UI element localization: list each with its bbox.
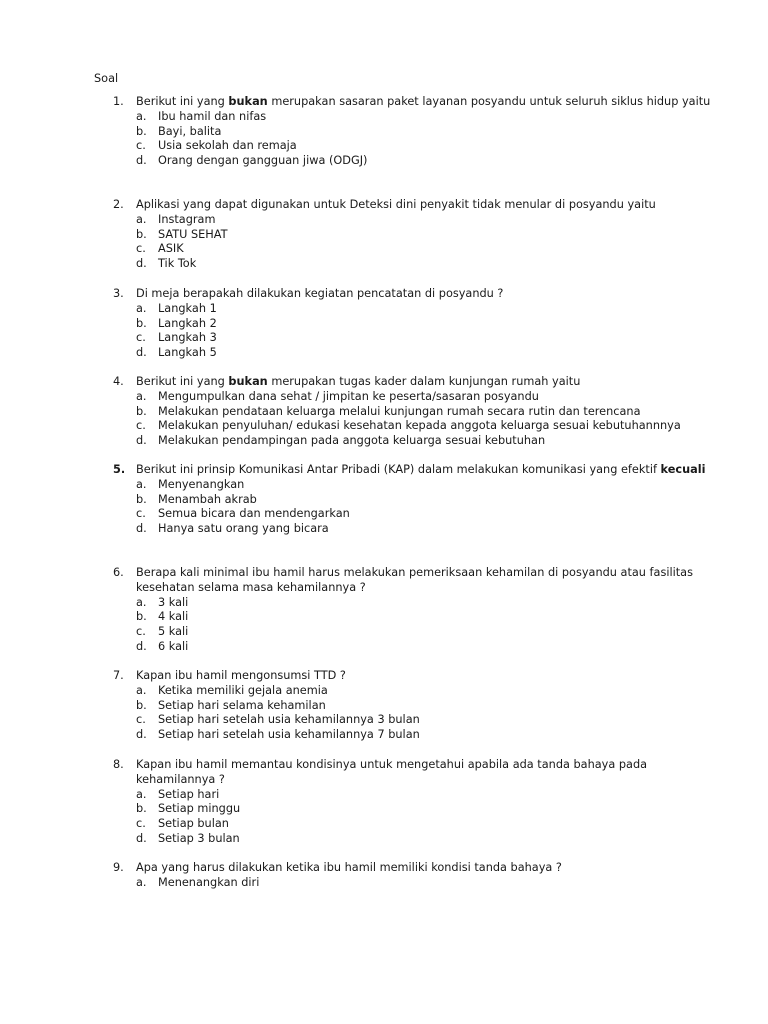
option-list <box>113 213 713 272</box>
question-number: 2. <box>113 198 124 211</box>
question-number: 7. <box>113 669 124 682</box>
question-stem <box>113 861 713 876</box>
question-text: Berapa kali minimal ibu hamil harus melakukan pemeriksaan kehamilan di posyandu atau fasilitas kesehatan selama masa kehamilannya ? <box>136 566 693 594</box>
emphasis-text: bukan <box>228 375 268 388</box>
question-text: Berikut ini prinsip Komunikasi Antar Pribadi (KAP) dalam melakukan komunikasi yang efektif kecuali <box>136 463 706 476</box>
question-7 <box>113 669 713 743</box>
question-stem <box>113 375 713 390</box>
question-stem <box>113 95 713 110</box>
question-2 <box>113 198 713 272</box>
option-a: a. Langkah 1 <box>136 301 217 315</box>
option-list <box>113 390 713 449</box>
option-a: a. Ibu hamil dan nifas <box>136 109 267 123</box>
option-c: c. Setiap hari setelah usia kehamilannya 3 bulan <box>136 713 420 727</box>
option-d: d. Hanya satu orang yang bicara <box>136 522 329 536</box>
option-c: c. Semua bicara dan mendengarkan <box>136 507 350 521</box>
option-b: b. SATU SEHAT <box>136 227 228 241</box>
option-a: a. 3 kali <box>136 595 189 609</box>
option-a: a. Menyenangkan <box>136 477 245 491</box>
option-b: b. Setiap minggu <box>136 802 241 816</box>
option-b: b. Menambah akrab <box>136 492 257 506</box>
option-c: c. Setiap bulan <box>136 817 229 831</box>
question-stem <box>113 758 713 788</box>
question-text: Berikut ini yang bukan merupakan sasaran paket layanan posyandu untuk seluruh siklus hidup yaitu <box>136 95 711 108</box>
option-d: d. Langkah 5 <box>136 346 217 360</box>
option-d: d. Setiap 3 bulan <box>136 831 240 845</box>
question-text: Di meja berapakah dilakukan kegiatan pencatatan di posyandu ? <box>136 287 504 300</box>
question-8 <box>113 758 713 847</box>
question-number: 6. <box>113 566 124 579</box>
option-c: c. Langkah 3 <box>136 331 217 345</box>
option-list <box>113 788 713 847</box>
question-1 <box>113 95 713 169</box>
question-stem <box>113 287 713 302</box>
option-list <box>113 478 713 537</box>
question-text: Aplikasi yang dapat digunakan untuk Deteksi dini penyakit tidak menular di posyandu yaitu <box>136 198 656 211</box>
question-stem <box>113 198 713 213</box>
option-a: a. Setiap hari <box>136 787 220 801</box>
option-d: d. Orang dengan gangguan jiwa (ODGJ) <box>136 154 368 168</box>
question-number: 5. <box>113 463 126 476</box>
question-text: Kapan ibu hamil memantau kondisinya untuk mengetahui apabila ada tanda bahaya pada kehamilannya ? <box>136 758 648 786</box>
question-stem <box>113 566 713 596</box>
question-text: Berikut ini yang bukan merupakan tugas kader dalam kunjungan rumah yaitu <box>136 375 581 388</box>
option-a: a. Instagram <box>136 212 216 226</box>
option-b: b. Setiap hari selama kehamilan <box>136 698 326 712</box>
option-c: c. Usia sekolah dan remaja <box>136 139 297 153</box>
option-d: d. Tik Tok <box>136 257 197 271</box>
document-title: Soal <box>94 72 119 85</box>
question-number: 1. <box>113 95 124 108</box>
option-a: a. Mengumpulkan dana sehat / jimpitan ke peserta/sasaran posyandu <box>136 389 539 403</box>
option-a: a. Ketika memiliki gejala anemia <box>136 683 328 697</box>
emphasis-text: kecuali <box>660 463 706 476</box>
question-number: 8. <box>113 758 124 771</box>
option-c: c. 5 kali <box>136 625 189 639</box>
question-number: 4. <box>113 375 124 388</box>
option-b: b. 4 kali <box>136 610 189 624</box>
emphasis-text: bukan <box>228 95 268 108</box>
option-c: c. Melakukan penyuluhan/ edukasi kesehatan kepada anggota keluarga sesuai kebutuhannnya <box>136 419 681 433</box>
question-9 <box>113 861 713 891</box>
option-list <box>113 684 713 743</box>
option-a: a. Menenangkan diri <box>136 875 260 889</box>
question-number: 9. <box>113 861 124 874</box>
option-c: c. ASIK <box>136 242 184 256</box>
option-d: d. Melakukan pendampingan pada anggota keluarga sesuai kebutuhan <box>136 434 546 448</box>
option-b: b. Melakukan pendataan keluarga melalui kunjungan rumah secara rutin dan terencana <box>136 404 641 418</box>
option-d: d. 6 kali <box>136 639 189 653</box>
question-5 <box>113 463 713 537</box>
question-text: Kapan ibu hamil mengonsumsi TTD ? <box>136 669 346 682</box>
option-b: b. Bayi, balita <box>136 124 222 138</box>
question-4 <box>113 375 713 449</box>
option-b: b. Langkah 2 <box>136 316 217 330</box>
option-list <box>113 596 713 655</box>
question-number: 3. <box>113 287 124 300</box>
question-6 <box>113 566 713 655</box>
option-d: d. Setiap hari setelah usia kehamilannya 7 bulan <box>136 728 420 742</box>
option-list <box>113 302 713 361</box>
question-3 <box>113 287 713 361</box>
question-text: Apa yang harus dilakukan ketika ibu hamil memiliki kondisi tanda bahaya ? <box>136 861 562 874</box>
question-stem <box>113 669 713 684</box>
option-list <box>113 110 713 169</box>
question-stem <box>113 463 713 478</box>
option-list <box>113 876 713 891</box>
